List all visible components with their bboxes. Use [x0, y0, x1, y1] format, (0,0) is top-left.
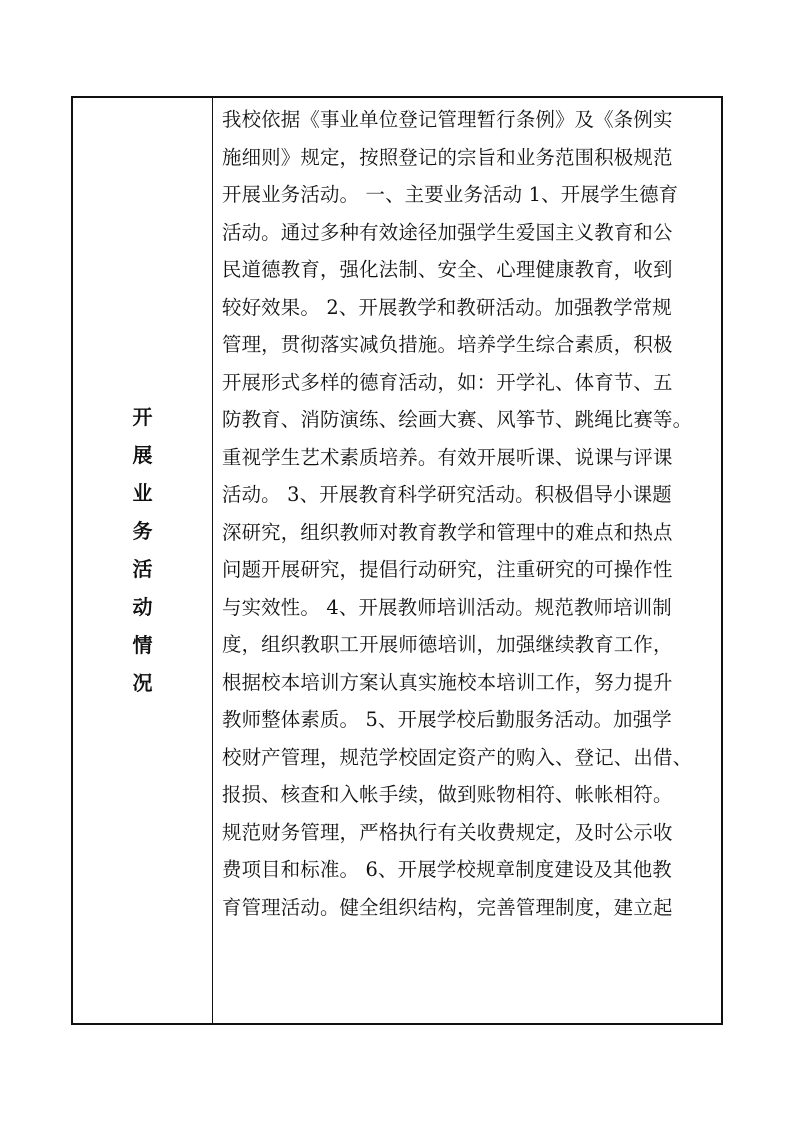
content-line: 施细则》规定，按照登记的宗旨和业务范围积极规范 — [222, 145, 673, 169]
row-label-char: 况 — [132, 671, 153, 695]
content-line: 问题开展研究，提倡行动研究，注重研究的可操作性 — [222, 558, 673, 581]
row-label-char: 活 — [132, 557, 153, 581]
content-line: 费项目和标准。 6、开展学校规章制度建设及其他教 — [222, 858, 672, 881]
content-line: 与实效性。 4、开展教师培训活动。规范教师培训制 — [222, 595, 672, 619]
content-line: 管理，贯彻落实减负措施。培养学生综合素质，积极 — [222, 333, 673, 356]
content-line: 根据校本培训方案认真实施校本培训工作，努力提升 — [222, 670, 673, 694]
content-line: 民道德教育，强化法制、安全、心理健康教育，收到 — [222, 258, 673, 281]
content-line: 我校依据《事业单位登记管理暂行条例》及《条例实 — [222, 108, 673, 131]
content-line: 开展形式多样的德育活动，如：开学礼、体育节、五 — [222, 370, 673, 394]
row-label-cell — [73, 98, 213, 1023]
row-label-char: 开 — [132, 405, 153, 429]
content-line: 教师整体素质。 5、开展学校后勤服务活动。加强学 — [222, 708, 672, 731]
content-line: 开展业务活动。 一、主要业务活动 1、开展学生德育 — [222, 183, 679, 206]
content-line: 度，组织教职工开展师德培训，加强继续教育工作， — [222, 633, 673, 656]
content-line: 较好效果。 2、开展教学和教研活动。加强教学常规 — [222, 295, 672, 319]
row-label-char: 展 — [132, 443, 153, 467]
content-line: 报损、核查和入帐手续，做到账物相符、帐帐相符。 — [222, 783, 673, 806]
activity-report-table — [71, 96, 723, 1025]
content-line: 活动。通过多种有效途径加强学生爱国主义教育和公 — [222, 220, 673, 244]
content-line: 规范财务管理，严格执行有关收费规定，及时公示收 — [222, 820, 673, 844]
row-label-char: 务 — [132, 519, 153, 543]
content-line: 深研究，组织教师对教育教学和管理中的难点和热点 — [222, 520, 673, 544]
row-label — [73, 398, 212, 702]
row-label-char: 情 — [132, 633, 153, 657]
row-label-char: 业 — [132, 481, 153, 505]
content-line: 重视学生艺术素质培养。有效开展听课、说课与评课 — [222, 445, 673, 469]
content-cell — [213, 98, 721, 1023]
content-line: 育管理活动。健全组织结构，完善管理制度，建立起 — [222, 895, 673, 919]
row-label-char: 动 — [132, 595, 153, 619]
content-line: 防教育、消防演练、绘画大赛、风筝节、跳绳比赛等。 — [222, 408, 693, 431]
content-line: 校财产管理，规范学校固定资产的购入、登记、出借、 — [222, 745, 693, 769]
content-line: 活动。 3、开展教育科学研究活动。积极倡导小课题 — [222, 483, 672, 506]
